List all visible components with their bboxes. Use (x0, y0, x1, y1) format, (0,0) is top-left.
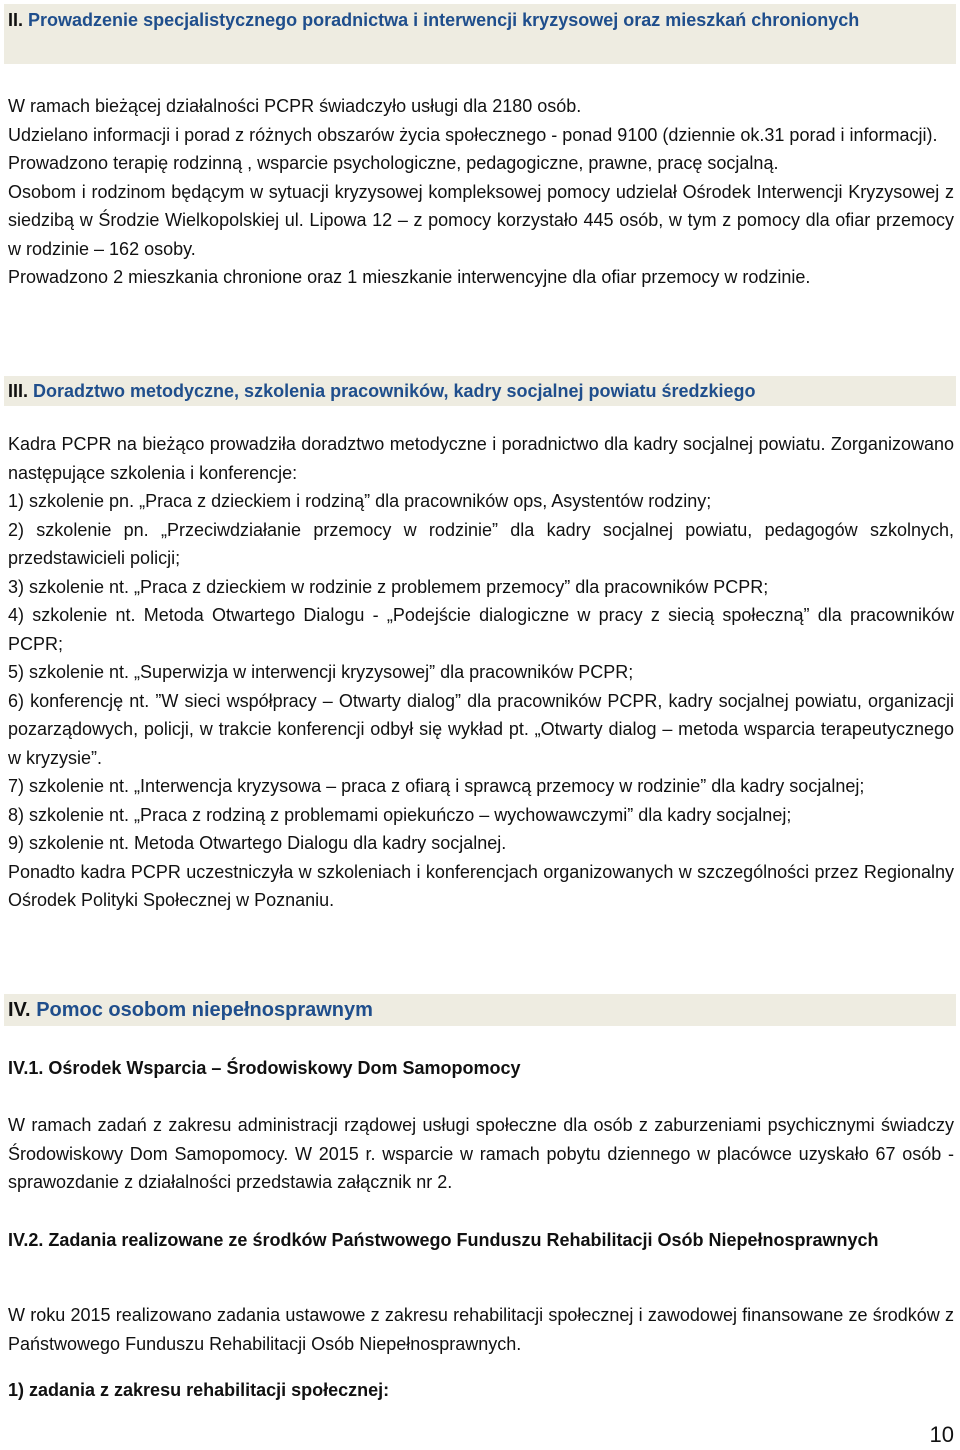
list-item: 5) szkolenie nt. „Superwizja w interwencji kryzysowej” dla pracowników PCPR; (8, 662, 634, 682)
section-title: Prowadzenie specjalistycznego poradnictwa i interwencji kryzysowej oraz mieszkań chronionych (28, 10, 860, 30)
list-item: 3) szkolenie nt. „Praca z dzieckiem w rodzinie z problemem przemocy” dla pracowników PCPR; (8, 576, 769, 597)
list-item: 4) szkolenie nt. Metoda Otwartego Dialogu - „Podejście dialogiczne w pracy z siecią społeczną” dla pracowników PCPR; (8, 605, 954, 654)
paragraph: Osobom i rodzinom będącym w sytuacji kryzysowej kompleksowej pomocy udzielał Ośrodek Interwencji Kryzysowej z siedzibą w Środzie Wielkopolskiej ul. Lipowa 12 – z pomocy korzystało 445 osób, w tym z pomocy dla ofiar przemocy w rodzinie – 162 osoby. (8, 181, 954, 259)
page-number: 10 (929, 1422, 954, 1447)
paragraph-intro: Kadra PCPR na bieżąco prowadziła doradztwo metodyczne i poradnictwo dla kadry socjalnej powiatu. Zorganizowano następujące szkolenia i konferencje: (8, 434, 954, 483)
paragraph: Udzielano informacji i porad z różnych obszarów życia społecznego - ponad 9100 (dziennie ok.31 porad i informacji). (8, 124, 938, 145)
section-ii-body (8, 92, 954, 292)
list-item: 1) szkolenie pn. „Praca z dzieckiem i rodziną” dla pracowników ops, Asystentów rodziny; (8, 491, 712, 511)
section-number: IV. (8, 999, 31, 1021)
subsection-iv-1-text: W ramach zadań z zakresu administracji rządowej usługi społeczne dla osób z zaburzeniami psychicznymi świadczy Środowiskowy Dom Samopomocy. W 2015 r. wsparcie w ramach pobytu dziennego w placówce uzyskało 67 osób - sprawozdanie z działalności przedstawia załącznik nr 2. (8, 1115, 954, 1192)
subsection-iv-2-text: W roku 2015 realizowano zadania ustawowe z zakresu rehabilitacji społecznej i zawodowej finansowane ze środków z Państwowego Funduszu Rehabilitacji Osób Niepełnosprawnych. (8, 1305, 954, 1354)
section-title: Pomoc osobom niepełnosprawnym (36, 999, 373, 1021)
subsection-title-iv-1: IV.1. Ośrodek Wsparcia – Środowiskowy Dom Samopomocy (8, 1058, 521, 1078)
paragraph-closing: Ponadto kadra PCPR uczestniczyła w szkoleniach i konferencjach organizowanych w szczególności przez Regionalny Ośrodek Polityki Społecznej w Poznaniu. (8, 861, 954, 910)
section-title: Doradztwo metodyczne, szkolenia pracowników, kadry socjalnej powiatu średzkiego (33, 381, 756, 401)
section-iii-body (8, 430, 954, 915)
subsection-title-iv-2-1: 1) zadania z zakresu rehabilitacji społecznej: (8, 1380, 390, 1400)
section-number: III. (8, 381, 29, 401)
paragraph: Prowadzono 2 mieszkania chronione oraz 1 mieszkanie interwencyjne dla ofiar przemocy w rodzinie. (8, 267, 811, 287)
list-item: 9) szkolenie nt. Metoda Otwartego Dialogu dla kadry socjalnej. (8, 833, 507, 853)
list-item: 6) konferencję nt. ”W sieci współpracy – Otwarty dialog” dla pracowników PCPR, kadry socjalnej powiatu, organizacji pozarządowych, policji, w trakcie konferencji odbył się wykład pt. „Otwarty dialog – metoda wsparcia terapeutycznego w kryzysie”. (8, 690, 954, 768)
list-item: 8) szkolenie nt. „Praca z rodziną z problemami opiekuńczo – wychowawczymi” dla kadry socjalnej; (8, 804, 792, 825)
section-heading-iii (4, 376, 956, 406)
list-item: 7) szkolenie nt. „Interwencja kryzysowa – praca z ofiarą i sprawcą przemocy w rodzinie” dla kadry socjalnej; (8, 776, 865, 796)
section-heading-iv (4, 994, 956, 1026)
list-item: 2) szkolenie pn. „Przeciwdziałanie przemocy w rodzinie” dla kadry socjalnej powiatu, pedagogów szkolnych, przedstawicieli policji; (8, 519, 954, 568)
paragraph: Prowadzono terapię rodzinną , wsparcie psychologiczne, pedagogiczne, prawne, pracę socjalną. (8, 153, 779, 173)
section-heading-ii (4, 4, 956, 64)
paragraph: W ramach bieżącej działalności PCPR świadczyło usługi dla 2180 osób. (8, 96, 582, 116)
subsection-title-iv-2: IV.2. Zadania realizowane ze środków Państwowego Funduszu Rehabilitacji Osób Niepełnosprawnych (8, 1230, 879, 1250)
section-number: II. (8, 10, 24, 30)
